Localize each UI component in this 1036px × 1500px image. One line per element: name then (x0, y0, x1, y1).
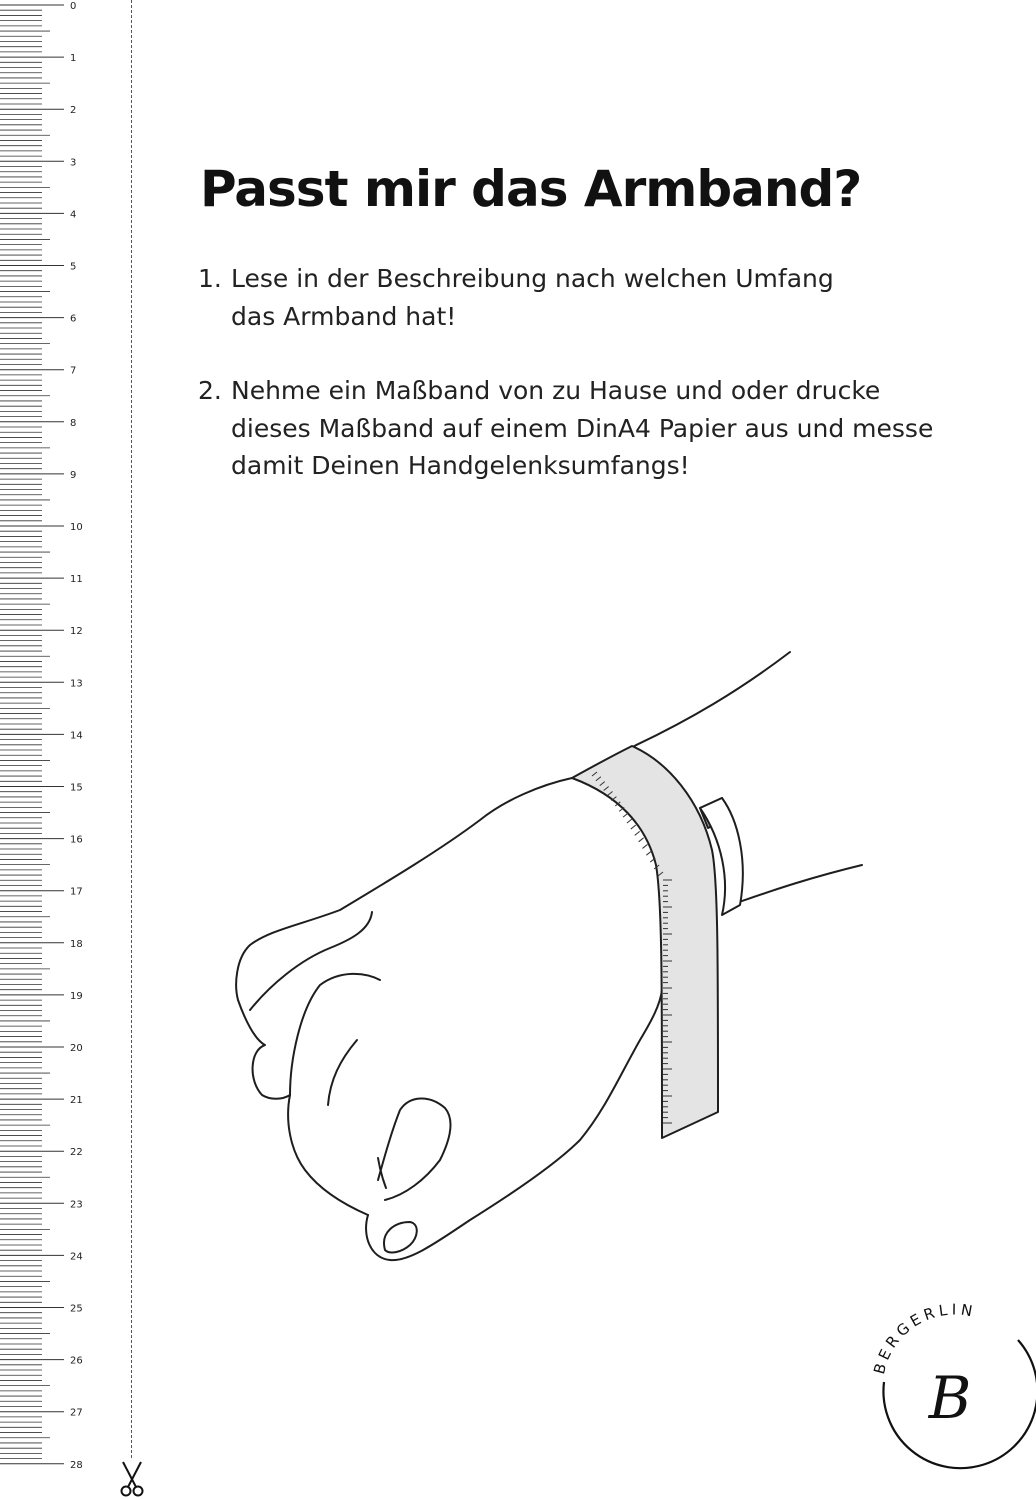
ruler-label: 24 (70, 1251, 83, 1263)
step-number: 1. (198, 264, 222, 293)
fist-outline (238, 1000, 368, 1215)
thumb-outline (366, 990, 662, 1260)
step-line: das Armband hat! (231, 301, 457, 331)
instruction-step-2 (198, 372, 1018, 485)
ruler-label: 25 (70, 1303, 83, 1315)
ruler-label: 15 (70, 782, 83, 794)
tape-tick (623, 813, 628, 817)
ruler-label: 27 (70, 1407, 83, 1419)
ruler-label: 13 (70, 678, 83, 690)
ruler-label: 21 (70, 1095, 83, 1107)
logo-brand: BERGERLIN (870, 1300, 978, 1376)
tape-tick (627, 819, 632, 823)
ruler-label: 4 (70, 209, 77, 221)
tape-tick (635, 831, 640, 835)
ruler-label: 9 (70, 469, 77, 481)
ruler-label: 8 (70, 417, 77, 429)
ruler-ticks (0, 5, 64, 1464)
instruction-step-1 (198, 260, 958, 335)
ruler-labels (70, 1, 83, 1471)
ruler-label: 23 (70, 1199, 83, 1211)
measuring-ruler (0, 0, 110, 1500)
thumbnail (384, 1222, 417, 1252)
ruler-label: 16 (70, 834, 83, 846)
page-title: Passt mir das Armband? (200, 160, 862, 218)
arm-upper-outline (630, 652, 790, 748)
tape-front (572, 746, 718, 1138)
tape-tick (646, 851, 651, 855)
scissors-icon (116, 1460, 148, 1498)
ruler-label: 3 (70, 157, 77, 169)
logo-monogram: B (928, 1364, 972, 1432)
ruler-label: 26 (70, 1355, 83, 1367)
finger-crease (328, 1040, 357, 1105)
index-finger (378, 1098, 450, 1200)
ruler-label: 7 (70, 365, 77, 377)
tape-measure (572, 746, 743, 1138)
ruler-label: 0 (70, 1, 77, 12)
ruler-label: 12 (70, 626, 83, 638)
ruler-label: 14 (70, 730, 83, 742)
ruler-label: 19 (70, 990, 83, 1002)
ruler-label: 6 (70, 313, 77, 325)
step-line: damit Deinen Handgelenksumfangs! (231, 451, 690, 480)
step-line: dieses Maßband auf einem DinA4 Papier aus und messe (231, 413, 934, 443)
ruler-label: 5 (70, 261, 77, 273)
ruler-label: 1 (70, 53, 77, 65)
tape-tick (639, 838, 644, 842)
step-line: Nehme ein Maßband von zu Hause und oder drucke (231, 376, 881, 405)
wrist-measuring-illustration (220, 640, 880, 1280)
ruler-label: 2 (70, 105, 77, 117)
ruler-label: 28 (70, 1459, 83, 1471)
bergerlin-logo (870, 1300, 1036, 1480)
arm-lower-outline (730, 865, 862, 905)
ruler-label: 20 (70, 1043, 83, 1054)
ruler-label: 17 (70, 886, 83, 898)
ruler-label: 10 (70, 522, 83, 533)
cut-line (131, 0, 132, 1458)
tape-tick (642, 844, 647, 848)
ruler-label: 22 (70, 1147, 83, 1159)
hand-back-outline (236, 778, 572, 1000)
ruler-label: 18 (70, 938, 83, 950)
tape-tick (631, 825, 636, 829)
step-number: 2. (198, 376, 222, 405)
ruler-label: 11 (70, 574, 83, 586)
step-line: Lese in der Beschreibung nach welchen Umfang (231, 264, 834, 293)
knuckle-line (250, 912, 372, 1010)
